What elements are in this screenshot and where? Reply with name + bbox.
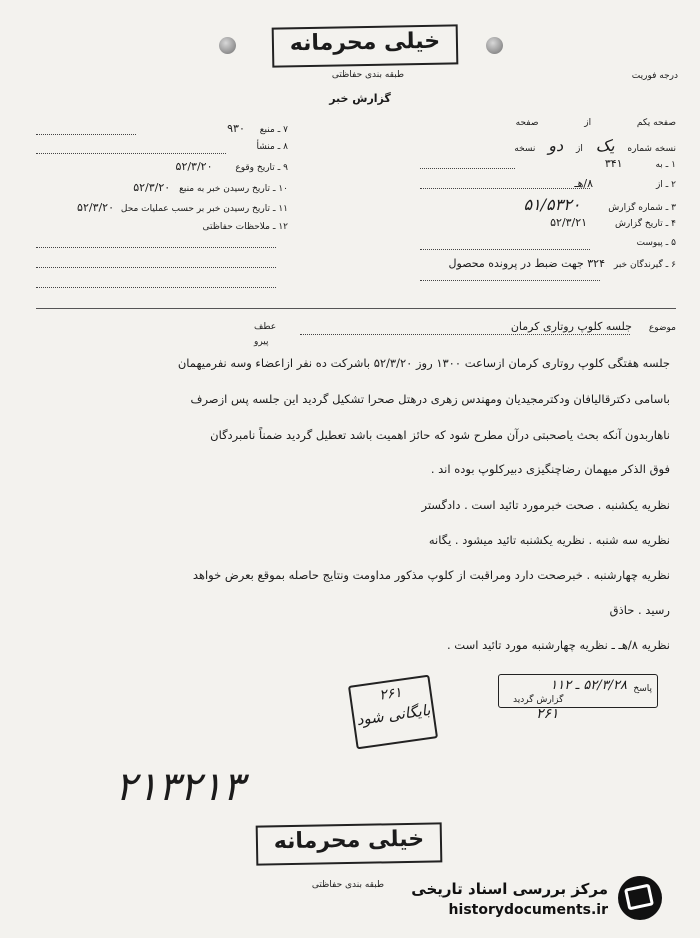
page-of: از [584,118,592,128]
dotted-line [36,153,226,154]
handwritten-number: ۲۱۳۲۱۳ [115,764,244,810]
reply-stamp [498,674,658,708]
website: historydocuments.ir [448,902,608,918]
field-5-label: ۵ ـ پیوست [636,238,676,248]
punch-hole-left [219,37,236,54]
subject-divider [36,308,676,309]
opinion-line: نظریه ۸/هـ ـ نظریه چهارشنبه مورد تائید است . [447,638,670,652]
page-field [516,118,676,128]
field-5 [637,238,676,248]
field-1-label: ۱ ـ به [655,160,676,170]
body-line: ناهاربدون آنکه بحث یاصحبتی درآن مطرح شود که حائز اهمیت باشد تعطیل گردید ضمناً نامبردگان [210,428,670,442]
dotted-line [36,247,276,248]
bottom-classification-stamp: خیلی محرمانه [256,822,443,865]
field-7-label: ۷ ـ منبع [259,125,288,135]
field-4-label: ۴ ـ تاریخ گزارش [614,219,676,229]
field-12 [203,222,288,232]
archive-number: ۲۶۱ [378,684,403,704]
field-12-label: ۱۲ ـ ملاحظات حفاظتی [202,222,288,232]
field-3-label: ۳ ـ شماره گزارش [608,203,676,213]
dotted-line [420,280,600,281]
field-6 [449,257,676,270]
copy-field [514,136,676,155]
dotted-line [420,188,590,189]
body-line: باسامی دکترقالیافان ودکترمجیدیان ومهندس زهری درهتل صحرا تشکیل گردید این جلسه پس ازصرف [190,392,670,406]
page-word: صفحه [515,118,539,128]
logo-document-icon [624,884,654,911]
reply-note: گزارش گردید [513,695,564,705]
bottom-classification-caption: طبقه بندی حفاظتی [311,880,385,890]
field-10 [133,181,288,194]
attach-label: پیرو [254,337,269,347]
opinion-line: نظریه چهارشنبه . خبرصحت دارد ومراقبت از کلوپ مذکور مداومت ونتایج حاصله بموقع بعرض خواهد [192,568,670,582]
field-3-value: ۵۱/۵۳۲۰ [523,195,581,214]
field-2-value: ۸/هـ [574,177,594,190]
copy-of: از [576,144,583,154]
top-classification-caption: طبقه بندی حفاظتی [331,70,405,80]
opinion-line: نظریه سه شنبه . نظریه یکشنبه تائید میشود . یگانه [428,533,670,547]
copy-word: نسخه [514,144,536,154]
punch-hole-right [486,37,503,54]
org-name: مرکز بررسی اسناد تاریخی [411,880,608,898]
field-7-value: ۹۳۰ [227,122,245,135]
field-10-value: ۵۲/۳/۲۰ [133,181,171,194]
copy-label: نسخه شماره [627,144,676,154]
field-11-label: ۱۱ ـ تاریخ رسیدن خبر بر حسب عملیات محل [120,204,288,214]
reply-label: پاسخ [633,684,652,694]
subject-label: موضوع [648,323,676,333]
subject-value: جلسه کلوپ روتاری کرمان [510,320,632,333]
ref-label: عطف [254,322,277,332]
field-8 [256,142,288,152]
dotted-line [36,267,276,268]
archive-logo-icon [618,876,662,920]
subject-underline [300,334,630,335]
archive-text: بایگانی شود [355,700,432,730]
field-11 [77,201,288,214]
dotted-line [36,287,276,288]
body-line: جلسه هفتگی کلوپ روتاری کرمان ازساعت ۱۳۰۰ روز ۵۲/۳/۲۰ باشرکت ده نفر ازاعضاء وسه نفرمیهمان [177,356,670,370]
report-title: گزارش خبر [329,92,391,105]
field-11-value: ۵۲/۳/۲۰ [77,201,114,214]
opinion-line: نظریه یکشنبه . صحت خبرمورد تائید است . دادگستر [421,498,670,512]
top-classification-stamp: خیلی محرمانه [272,24,459,67]
copy-value: یک [595,136,615,155]
opinion-line: رسید . حاذق [609,603,670,617]
archive-stamp [348,675,438,750]
field-9-value: ۵۲/۳/۲۰ [175,160,213,173]
field-9 [176,160,288,173]
field-6-value: ۳۲۴ جهت ضبط در پرونده محصول [448,257,605,270]
reply-sign: ۲۶۱ [536,706,559,722]
field-4 [550,216,676,229]
field-6-label: ۶ ـ گیرندگان خبر [613,260,676,270]
field-2-label: ۲ ـ از [655,180,676,190]
field-10-label: ۱۰ ـ تاریخ رسیدن خبر به منبع [179,184,288,194]
body-line: فوق الذکر میهمان رضاچنگیزی دبیرکلوپ بوده اند . [430,462,670,476]
reply-value: ۵۲/۳/۲۸ ـ ۱۱۲ [550,678,627,693]
field-3 [523,195,676,214]
field-4-value: ۵۲/۳/۲۱ [550,216,588,229]
field-8-label: ۸ ـ منشأ [256,142,288,152]
dotted-line [36,134,136,135]
field-1 [605,157,676,170]
dotted-line [420,249,590,250]
subject-line [511,320,676,333]
field-9-label: ۹ ـ تاریخ وقوع [235,163,288,173]
priority-label: درجه فوریت [631,71,678,81]
dotted-line [420,168,515,169]
field-7 [227,122,288,135]
field-1-value: ۳۴۱ [604,157,623,170]
page-label: صفحه یکم [636,118,676,128]
copy-total: دو [548,136,564,155]
